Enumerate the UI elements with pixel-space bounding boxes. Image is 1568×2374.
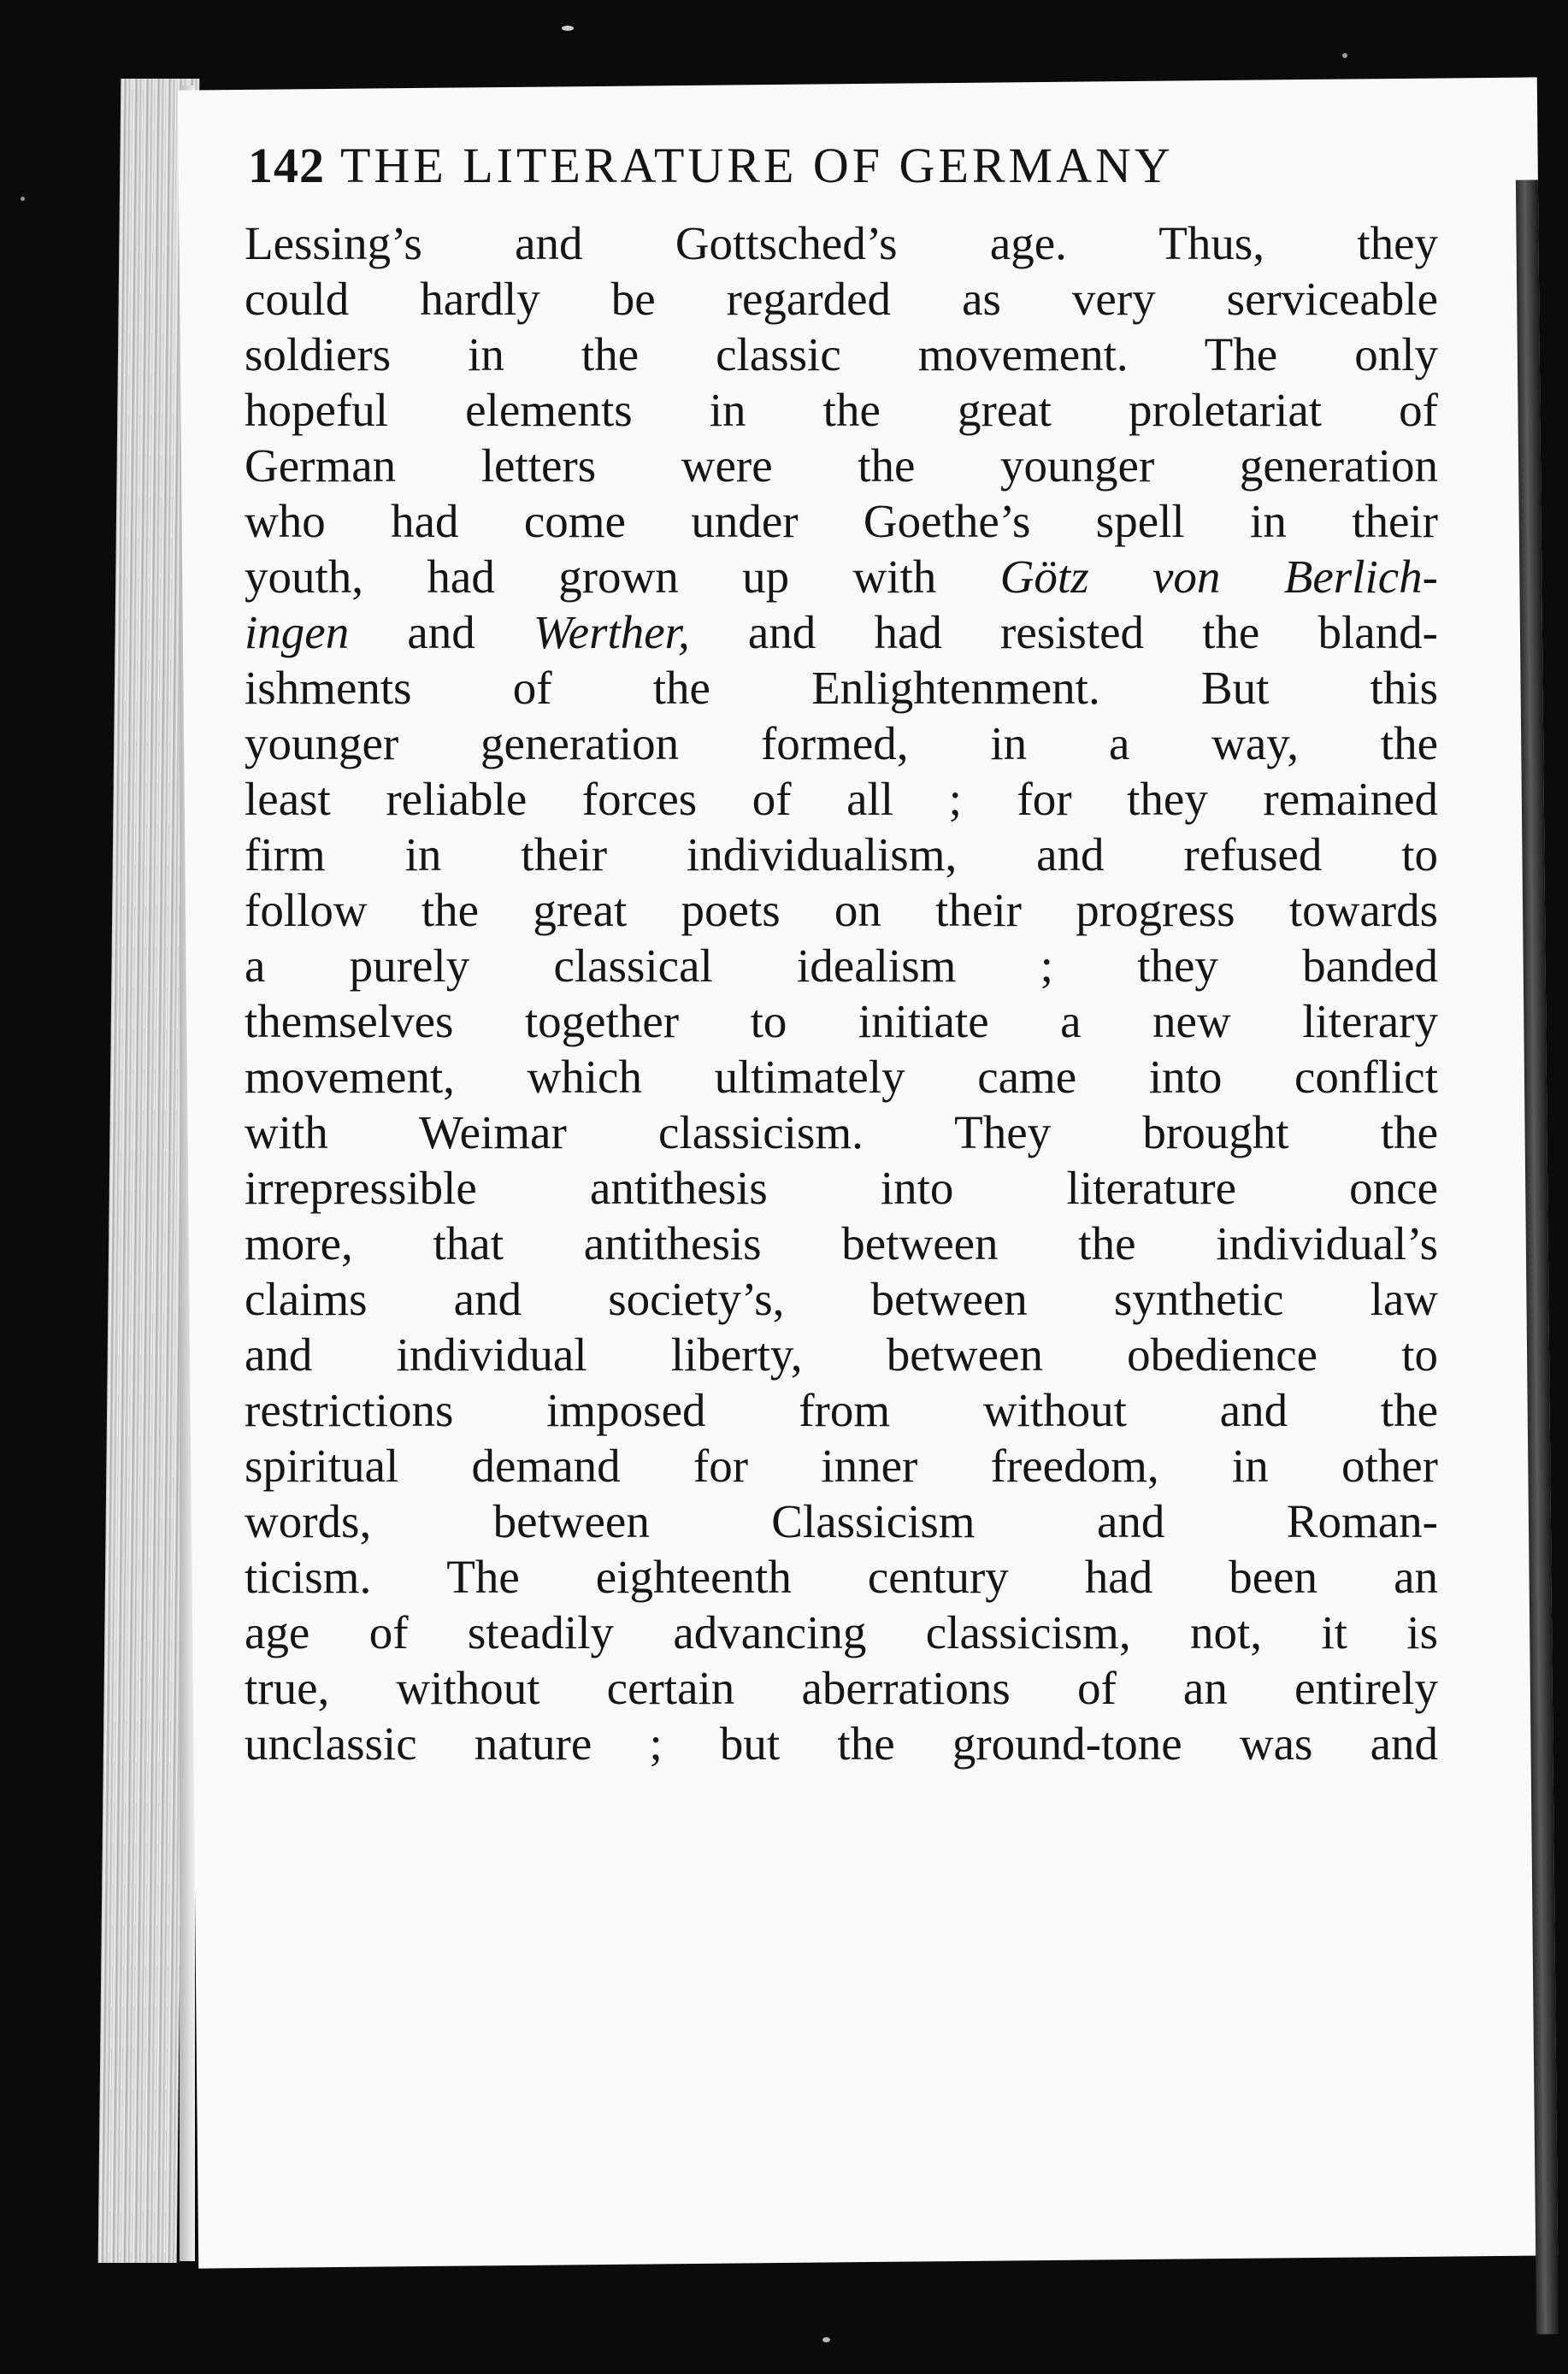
book-title: THE LITERATURE OF GERMANY [340,138,1174,193]
italic-title-run: Götz von Berlich- [999,551,1438,603]
scan-speck [562,26,574,31]
scan-speck [21,197,25,201]
text-line: firm in their individualism, and refused to [245,828,1438,881]
text-line: spiritual demand for inner freedom, in other [245,1440,1438,1492]
text-line: more, that antithesis between the individual’s [245,1217,1438,1269]
text-line: least reliable forces of all ; for they remained [245,773,1438,825]
italic-title-run: Werther, [533,606,690,658]
text-line: true, without certain aberrations of an entirely [245,1662,1438,1714]
text-line: ishments of the Enlightenment. But this [245,662,1438,714]
italic-title-run: ingen [245,606,350,658]
text-line: unclassic nature ; but the ground-tone was and [245,1717,1438,1770]
text-line: a purely classical idealism ; they banded [245,940,1438,992]
text-line: ticism. The eighteenth century had been an [245,1551,1438,1603]
text-line: with Weimar classicism. They brought the [245,1106,1438,1158]
scan-speck [1342,53,1347,58]
text-line: themselves together to initiate a new literary [245,995,1438,1047]
text-line: movement, which ultimately came into conflict [245,1051,1438,1103]
text-run: and had resisted the bland- [689,606,1438,658]
text-line-with-italic [245,549,1438,604]
page-right-edge [1516,180,1559,2334]
text-line: and individual liberty, between obedience to [245,1328,1438,1381]
running-head [248,137,1428,194]
text-line: age of steadily advancing classicism, not, it is [245,1606,1438,1658]
text-line: words, between Classicism and Roman- [245,1495,1438,1547]
scan-speck [822,2337,830,2342]
text-line: German letters were the younger generation [245,439,1438,492]
text-line-with-italic [245,604,1438,660]
page-number: 142 [248,138,325,193]
text-line: claims and society’s, between synthetic law [245,1273,1438,1325]
text-line: restrictions imposed from without and the [245,1384,1438,1436]
text-line: irrepressible antithesis into literature once [245,1162,1438,1214]
body-text [245,215,1438,1771]
text-line: younger generation formed, in a way, the [245,717,1438,769]
text-run: youth, had grown up with [245,551,937,603]
text-line: Lessing’s and Gottsched’s age. Thus, they [245,217,1438,269]
text-line: soldiers in the classic movement. The only [245,328,1438,380]
text-run: and [349,606,533,658]
text-line: could hardly be regarded as very serviceable [245,273,1438,325]
text-line: hopeful elements in the great proletariat of [245,384,1438,436]
text-line: who had come under Goethe’s spell in their [245,495,1438,547]
text-line: follow the great poets on their progress towards [245,884,1438,936]
